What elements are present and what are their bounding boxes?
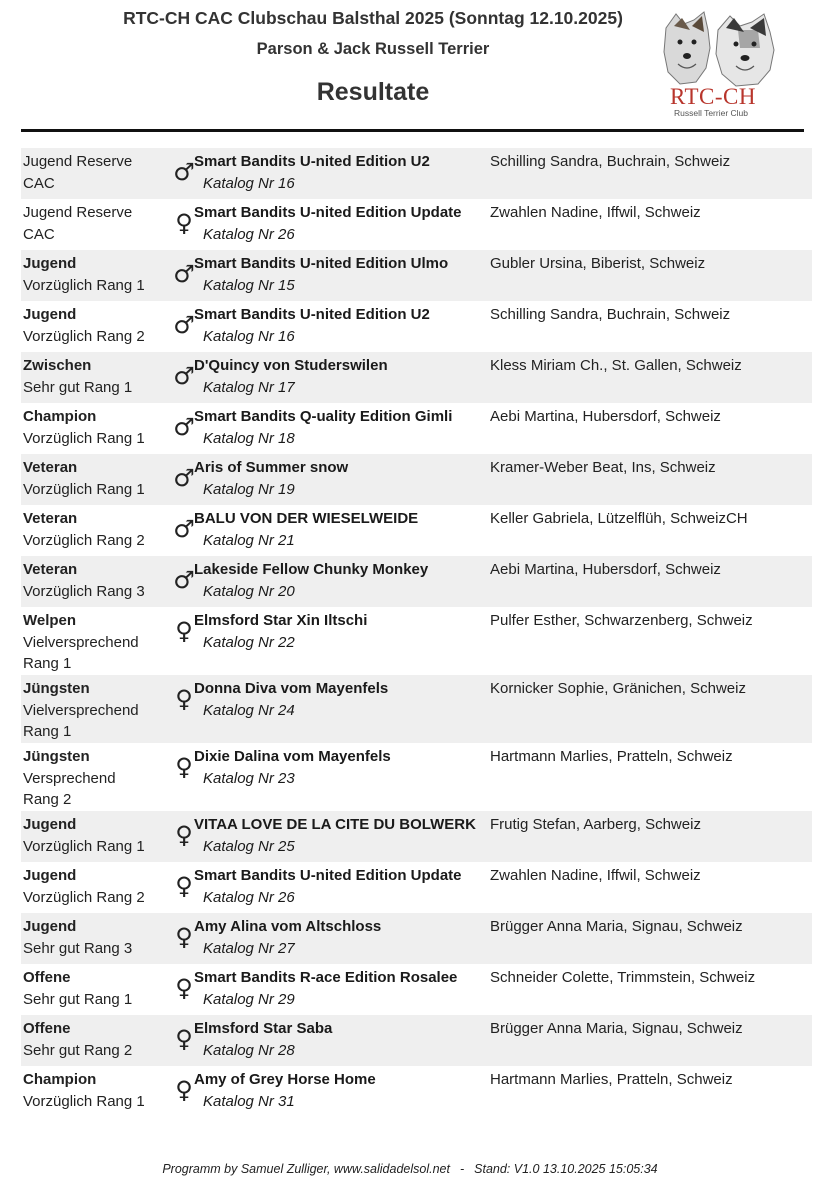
result-row: [21, 352, 812, 403]
footer-credit: Programm by Samuel Zulliger, www.salidadelsol.net: [162, 1162, 450, 1176]
dog-entry: [194, 151, 494, 194]
catalog-number: Katalog Nr 21: [203, 531, 295, 549]
class-name: Welpen: [23, 612, 77, 629]
class-rating: CAC: [23, 174, 55, 192]
dog-entry: [194, 406, 494, 449]
breed-title: Parson & Jack Russell Terrier: [256, 40, 490, 58]
result-row: [21, 913, 812, 964]
catalog-number: Katalog Nr 29: [203, 990, 295, 1008]
catalog-number: Katalog Nr 18: [203, 429, 295, 447]
female-icon: ♀: [175, 685, 193, 713]
catalog-number: Katalog Nr 22: [203, 633, 295, 651]
result-class: [23, 151, 171, 194]
class-name: Jüngsten: [23, 748, 90, 765]
dog-entry: [194, 746, 494, 789]
dog-name: Elmsford Star Xin Iltschi: [194, 612, 368, 629]
results-list: [21, 148, 812, 1117]
class-rating: Vorzüglich Rang 1: [23, 837, 145, 855]
class-rank: Rang 2: [23, 791, 72, 808]
owner-info: Schilling Sandra, Buchrain, Schweiz: [490, 306, 731, 323]
owner-info: Zwahlen Nadine, Iffwil, Schweiz: [490, 204, 701, 221]
class-rating: Versprechend: [23, 769, 116, 787]
result-class: [23, 967, 171, 1010]
header-divider: [21, 129, 804, 132]
owner-info: Gubler Ursina, Biberist, Schweiz: [490, 255, 706, 272]
catalog-number: Katalog Nr 15: [203, 276, 295, 294]
female-icon: ♀: [175, 1076, 193, 1104]
dog-name: Lakeside Fellow Chunky Monkey: [194, 561, 429, 578]
catalog-number: Katalog Nr 19: [203, 480, 295, 498]
dog-name: Elmsford Star Saba: [194, 1020, 333, 1037]
male-icon: ♂: [173, 311, 195, 339]
owner-info: Hartmann Marlies, Pratteln, Schweiz: [490, 748, 733, 765]
result-row: [21, 556, 812, 607]
dog-name: Smart Bandits U-nited Edition Update: [194, 867, 462, 884]
result-row: [21, 250, 812, 301]
class-rating: Sehr gut Rang 2: [23, 1041, 133, 1059]
result-row: [21, 301, 812, 352]
result-row: [21, 454, 812, 505]
catalog-number: Katalog Nr 17: [203, 378, 295, 396]
result-class: [23, 559, 171, 602]
class-name: Jugend: [23, 867, 77, 884]
female-icon: ♀: [175, 821, 193, 849]
female-icon: ♀: [175, 1025, 193, 1053]
class-rating: Vorzüglich Rang 2: [23, 327, 145, 345]
class-name: Jugend Reserve: [23, 153, 133, 170]
dog-entry: [194, 967, 494, 1010]
result-class: [23, 304, 171, 347]
result-class: [23, 253, 171, 296]
owner-info: Schneider Colette, Trimmstein, Schweiz: [490, 969, 756, 986]
dog-name: Smart Bandits U-nited Edition U2: [194, 153, 430, 170]
class-name: Offene: [23, 1020, 71, 1037]
dog-entry: [194, 865, 494, 908]
result-class: [23, 610, 171, 675]
result-row: [21, 1015, 812, 1066]
page-title: Resultate: [316, 78, 430, 106]
class-rating: Sehr gut Rang 1: [23, 378, 133, 396]
dog-entry: [194, 814, 494, 857]
result-class: [23, 1069, 171, 1112]
female-icon: ♀: [175, 209, 193, 237]
result-class: [23, 508, 171, 551]
dog-name: Dixie Dalina vom Mayenfels: [194, 748, 391, 765]
dog-name: Donna Diva vom Mayenfels: [194, 680, 389, 697]
result-row: [21, 148, 812, 199]
result-row: [21, 1066, 812, 1117]
catalog-number: Katalog Nr 28: [203, 1041, 295, 1059]
catalog-number: Katalog Nr 26: [203, 225, 295, 243]
female-icon: ♀: [175, 872, 193, 900]
dog-entry: [194, 1069, 494, 1112]
result-class: [23, 1018, 171, 1061]
dog-entry: [194, 1018, 494, 1061]
male-icon: ♂: [173, 158, 195, 186]
owner-info: Brügger Anna Maria, Signau, Schweiz: [490, 1020, 743, 1037]
female-icon: ♀: [175, 974, 193, 1002]
class-name: Jüngsten: [23, 680, 90, 697]
class-rating: Vorzüglich Rang 3: [23, 582, 145, 600]
class-rating: Vorzüglich Rang 2: [23, 531, 145, 549]
result-row: [21, 505, 812, 556]
class-name: Jugend: [23, 816, 77, 833]
female-icon: ♀: [175, 753, 193, 781]
owner-info: Keller Gabriela, Lützelflüh, SchweizCH: [490, 510, 748, 527]
female-icon: ♀: [175, 923, 193, 951]
dog-name: Aris of Summer snow: [194, 459, 349, 476]
class-name: Jugend: [23, 918, 77, 935]
class-rating: Vorzüglich Rang 1: [23, 1092, 145, 1110]
dog-entry: [194, 678, 494, 721]
owner-info: Brügger Anna Maria, Signau, Schweiz: [490, 918, 743, 935]
class-rating: Vielversprechend: [23, 701, 139, 719]
class-rating: Vorzüglich Rang 1: [23, 429, 145, 447]
class-name: Champion: [23, 1071, 97, 1088]
result-row: [21, 964, 812, 1015]
class-rank: Rang 1: [23, 723, 72, 740]
male-icon: ♂: [173, 566, 195, 594]
result-class: [23, 355, 171, 398]
catalog-number: Katalog Nr 16: [203, 174, 295, 192]
class-name: Jugend: [23, 306, 77, 323]
result-row: [21, 403, 812, 454]
logo-text: RTC-CH: [670, 84, 756, 109]
logo-subtext: Russell Terrier Club: [674, 108, 749, 118]
owner-info: Schilling Sandra, Buchrain, Schweiz: [490, 153, 731, 170]
class-name: Offene: [23, 969, 71, 986]
owner-info: Hartmann Marlies, Pratteln, Schweiz: [490, 1071, 733, 1088]
footer-stand: Stand: V1.0 13.10.2025 15:05:34: [474, 1162, 658, 1176]
dog-entry: [194, 916, 494, 959]
dog-name: BALU VON DER WIESELWEIDE: [194, 510, 419, 527]
catalog-number: Katalog Nr 24: [203, 701, 295, 719]
catalog-number: Katalog Nr 31: [203, 1092, 295, 1110]
male-icon: ♂: [173, 260, 195, 288]
class-rating: Sehr gut Rang 1: [23, 990, 133, 1008]
class-name: Veteran: [23, 459, 78, 476]
result-class: [23, 678, 171, 743]
class-rank: Rang 1: [23, 655, 72, 672]
dog-name: Smart Bandits U-nited Edition Update: [194, 204, 462, 221]
result-row: [21, 199, 812, 250]
result-class: [23, 406, 171, 449]
terrier-dogs-icon: [660, 8, 788, 88]
class-rating: CAC: [23, 225, 55, 243]
result-row: [21, 607, 812, 675]
catalog-number: Katalog Nr 26: [203, 888, 295, 906]
owner-info: Kless Miriam Ch., St. Gallen, Schweiz: [490, 357, 742, 374]
dog-name: Amy of Grey Horse Home: [194, 1071, 376, 1088]
male-icon: ♂: [173, 515, 195, 543]
result-row: [21, 811, 812, 862]
catalog-number: Katalog Nr 20: [203, 582, 295, 600]
owner-info: Pulfer Esther, Schwarzenberg, Schweiz: [490, 612, 753, 629]
page-header: [0, 0, 820, 130]
owner-info: Aebi Martina, Hubersdorf, Schweiz: [490, 408, 721, 425]
result-row: [21, 675, 812, 743]
dog-name: Smart Bandits U-nited Edition Ulmo: [194, 255, 449, 272]
dog-name: Smart Bandits U-nited Edition U2: [194, 306, 430, 323]
catalog-number: Katalog Nr 16: [203, 327, 295, 345]
class-name: Zwischen: [23, 357, 92, 374]
owner-info: Aebi Martina, Hubersdorf, Schweiz: [490, 561, 721, 578]
male-icon: ♂: [173, 413, 195, 441]
dog-name: Smart Bandits R-ace Edition Rosalee: [194, 969, 458, 986]
footer-separator: -: [459, 1162, 465, 1176]
dog-name: Amy Alina vom Altschloss: [194, 918, 382, 935]
event-title: RTC-CH CAC Clubschau Balsthal 2025 (Sonntag 12.10.2025): [123, 8, 623, 28]
dog-entry: [194, 559, 494, 602]
class-name: Jugend: [23, 255, 77, 272]
dog-name: Smart Bandits Q-uality Edition Gimli: [194, 408, 453, 425]
result-row: [21, 743, 812, 811]
class-rating: Vorzüglich Rang 1: [23, 276, 145, 294]
owner-info: Frutig Stefan, Aarberg, Schweiz: [490, 816, 701, 833]
dog-entry: [194, 202, 494, 245]
catalog-number: Katalog Nr 25: [203, 837, 295, 855]
dog-entry: [194, 508, 494, 551]
female-icon: ♀: [175, 617, 193, 645]
result-class: [23, 202, 171, 245]
class-name: Jugend Reserve: [23, 204, 133, 221]
male-icon: ♂: [173, 362, 195, 390]
class-rating: Vielversprechend: [23, 633, 139, 651]
class-name: Veteran: [23, 561, 78, 578]
owner-info: Kornicker Sophie, Gränichen, Schweiz: [490, 680, 746, 697]
class-rating: Vorzüglich Rang 2: [23, 888, 145, 906]
result-class: [23, 457, 171, 500]
class-rating: Vorzüglich Rang 1: [23, 480, 145, 498]
page-footer: [0, 1162, 820, 1176]
catalog-number: Katalog Nr 27: [203, 939, 295, 957]
male-icon: ♂: [173, 464, 195, 492]
dog-entry: [194, 355, 494, 398]
class-name: Veteran: [23, 510, 78, 527]
dog-name: VITAA LOVE DE LA CITE DU BOLWERK: [194, 816, 476, 833]
result-class: [23, 746, 171, 811]
club-logo: [660, 8, 788, 124]
result-row: [21, 862, 812, 913]
result-class: [23, 814, 171, 857]
class-rating: Sehr gut Rang 3: [23, 939, 133, 957]
dog-entry: [194, 253, 494, 296]
dog-entry: [194, 304, 494, 347]
result-class: [23, 865, 171, 908]
owner-info: Zwahlen Nadine, Iffwil, Schweiz: [490, 867, 701, 884]
dog-entry: [194, 610, 494, 653]
result-class: [23, 916, 171, 959]
catalog-number: Katalog Nr 23: [203, 769, 295, 787]
dog-name: D'Quincy von Studerswilen: [194, 357, 388, 374]
class-name: Champion: [23, 408, 97, 425]
owner-info: Kramer-Weber Beat, Ins, Schweiz: [490, 459, 716, 476]
dog-entry: [194, 457, 494, 500]
